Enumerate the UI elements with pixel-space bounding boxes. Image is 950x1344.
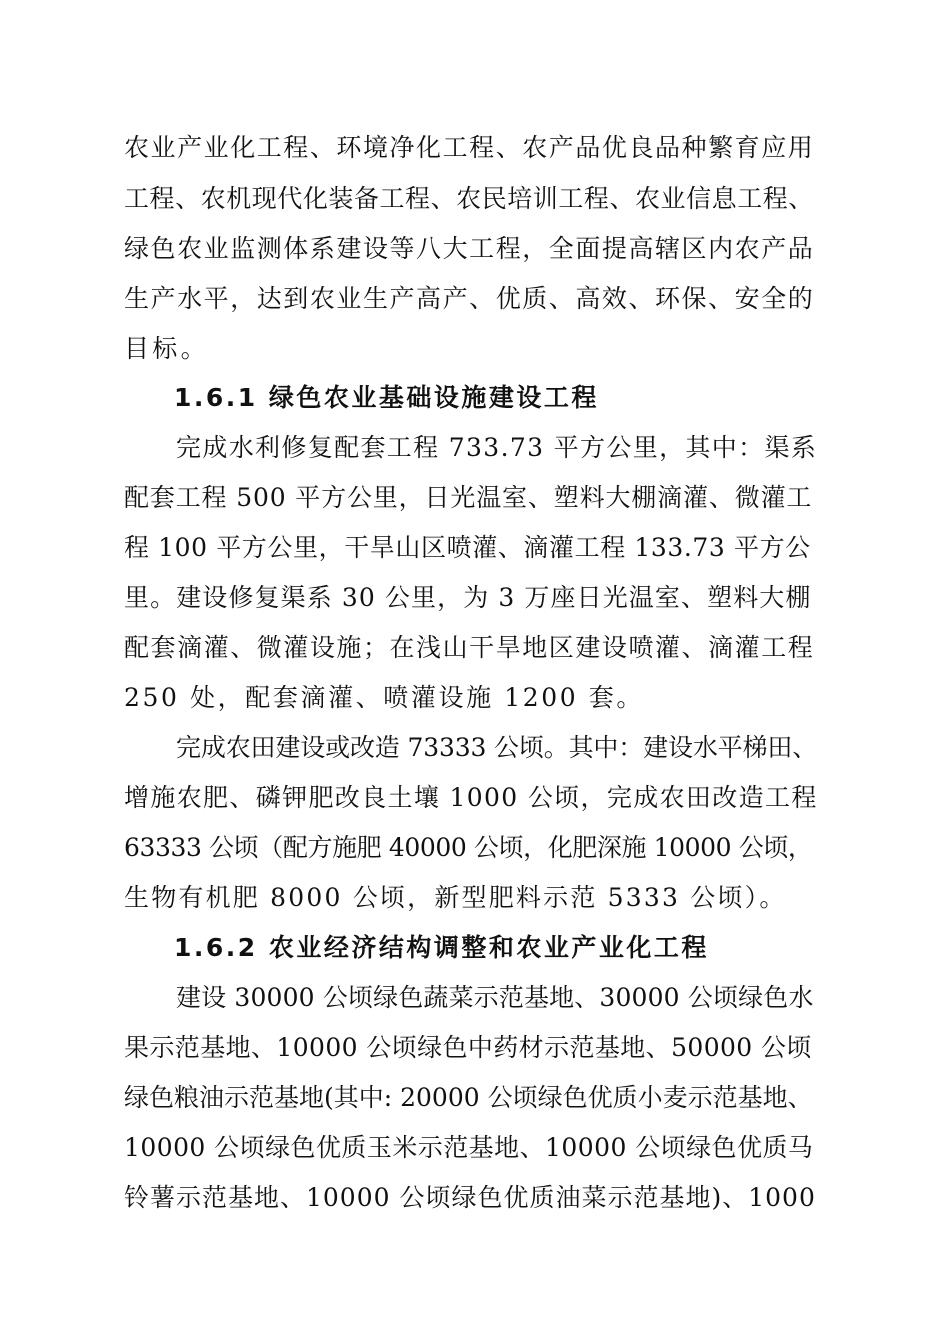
body-text-line: 铃薯示范基地、10000 公顷绿色优质油菜示范基地)、1000: [124, 1183, 816, 1212]
body-text-line: 绿色农业监测体系建设等八大工程，全面提高辖区内农产品: [124, 234, 815, 263]
body-text-line: 目标。: [124, 334, 209, 363]
body-text-line: 10000 公顷绿色优质玉米示范基地、10000 公顷绿色优质马: [124, 1133, 814, 1162]
section-heading-1-6-2: 1.6.2 农业经济结构调整和农业产业化工程: [174, 933, 709, 962]
body-text-line: 配套工程 500 平方公里，日光温室、塑料大棚滴灌、微灌工: [124, 483, 813, 512]
section-heading-1-6-1: 1.6.1 绿色农业基础设施建设工程: [174, 383, 599, 412]
paragraph-first-line: 完成农田建设或改造 73333 公顷。其中：建设水平梯田、: [176, 733, 818, 762]
body-text-line: 生物有机肥 8000 公顷，新型肥料示范 5333 公顷）。: [124, 883, 787, 912]
paragraph-first-line: 建设 30000 公顷绿色蔬菜示范基地、30000 公顷绿色水: [176, 983, 814, 1012]
body-text-line: 250 处，配套滴灌、喷灌设施 1200 套。: [124, 683, 644, 712]
body-text-line: 程 100 平方公里，干旱山区喷灌、滴灌工程 133.73 平方公: [124, 533, 811, 562]
paragraph-first-line: 完成水利修复配套工程 733.73 平方公里，其中：渠系: [176, 433, 818, 462]
body-text-line: 增施农肥、磷钾肥改良土壤 1000 公顷，完成农田改造工程: [124, 783, 818, 812]
body-text-line: 果示范基地、10000 公顷绿色中药材示范基地、50000 公顷: [124, 1033, 812, 1062]
body-text-line: 配套滴灌、微灌设施；在浅山干旱地区建设喷灌、滴灌工程: [124, 633, 815, 662]
body-text-line: 生产水平，达到农业生产高产、优质、高效、环保、安全的: [124, 284, 815, 313]
body-text-line: 绿色粮油示范基地(其中: 20000 公顷绿色优质小麦示范基地、: [124, 1083, 813, 1112]
body-text-line: 63333 公顷（配方施肥 40000 公顷，化肥深施 10000 公顷，: [124, 833, 813, 862]
body-text-line: 工程、农机现代化装备工程、农民培训工程、农业信息工程、: [124, 184, 814, 213]
body-text-line: 里。建设修复渠系 30 公里，为 3 万座日光温室、塑料大棚: [124, 583, 812, 612]
body-text-line: 农业产业化工程、环境净化工程、农产品优良品种繁育应用: [124, 133, 815, 162]
